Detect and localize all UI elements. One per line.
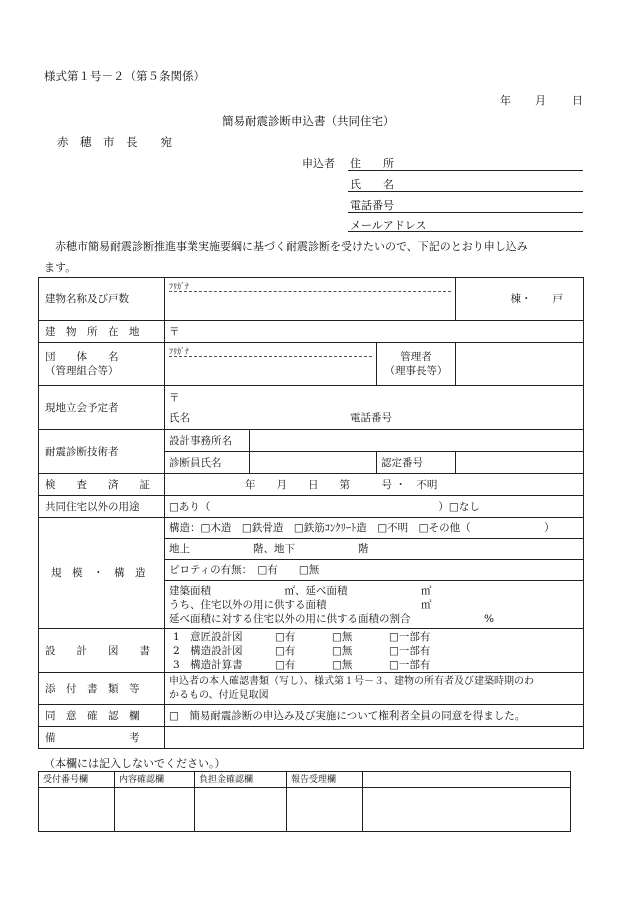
inspection-label: 検 査 済 証 bbox=[39, 474, 165, 496]
manager-label: 管理者 bbox=[400, 351, 432, 363]
engineer-label: 耐震診断技術者 bbox=[39, 430, 165, 474]
applicant-label: 申込者 bbox=[302, 157, 335, 170]
office-cell-content bbox=[115, 788, 195, 832]
office-col-reception: 受付番号欄 bbox=[39, 772, 115, 788]
applicant-address-label: 住 所 bbox=[350, 157, 394, 170]
piloti-options[interactable]: ピロティの有無： □有 □無 bbox=[169, 564, 320, 576]
applicant-name-label: 氏 名 bbox=[350, 178, 394, 191]
office-use-note: （本欄には記入しないでください。） bbox=[44, 757, 226, 770]
witness-postal: 〒 bbox=[169, 391, 180, 404]
witness-cell[interactable] bbox=[165, 386, 584, 430]
drawing-no[interactable]: □無 bbox=[332, 644, 353, 657]
other-use-no[interactable]: ）□なし bbox=[438, 500, 480, 513]
office-cell-report bbox=[287, 788, 363, 832]
floors-cell[interactable] bbox=[165, 539, 584, 560]
drawing-yes[interactable]: □有 bbox=[275, 630, 296, 643]
group-name-sublabel: （管理組合等） bbox=[45, 365, 119, 377]
group-name-cell[interactable] bbox=[165, 343, 377, 386]
cert-number-label: 認定番号 bbox=[377, 452, 456, 474]
drawing-row bbox=[173, 658, 579, 672]
applicant-email-label: メールアドレス bbox=[350, 219, 427, 232]
drawing-yes[interactable]: □有 bbox=[275, 658, 296, 671]
consent-label: 同 意 確 認 欄 bbox=[39, 705, 165, 727]
location-cell[interactable] bbox=[165, 321, 584, 343]
location-label: 建 物 所 在 地 bbox=[39, 321, 165, 343]
building-name-cell[interactable] bbox=[165, 278, 456, 321]
remarks-label: 備 考 bbox=[39, 727, 165, 749]
drawing-no[interactable]: □無 bbox=[332, 630, 353, 643]
drawing-name: 1 意匠設計図 bbox=[173, 630, 243, 643]
group-furigana-label: ﾌﾘｶﾞﾅ bbox=[169, 345, 372, 357]
office-col-report: 報告受理欄 bbox=[287, 772, 363, 788]
cert-number-cell[interactable] bbox=[456, 452, 584, 474]
attachments-line-1: 申込者の本人確認書類（写し）、様式第１号－３、建物の所有者及び建築時期のわ bbox=[169, 675, 534, 687]
name-line[interactable] bbox=[348, 191, 583, 192]
office-cell-payment bbox=[195, 788, 287, 832]
drawings-cell[interactable] bbox=[165, 629, 584, 673]
attachments-cell bbox=[165, 673, 584, 705]
consent-cell[interactable] bbox=[165, 705, 584, 727]
office-cell-blank bbox=[363, 788, 571, 832]
form-number: 様式第１号－２（第５条関係） bbox=[44, 69, 205, 83]
office-col-content: 内容確認欄 bbox=[115, 772, 195, 788]
witness-name-label: 氏名 bbox=[169, 411, 190, 424]
inspector-name-label: 診断員氏名 bbox=[165, 452, 250, 474]
drawing-partial[interactable]: □一部有 bbox=[389, 658, 431, 671]
other-use-yes[interactable]: □あり（ bbox=[169, 500, 211, 513]
inspection-cell[interactable] bbox=[165, 474, 584, 496]
witness-phone-label: 電話番号 bbox=[350, 411, 392, 424]
other-use-label: 共同住宅以外の用途 bbox=[39, 496, 165, 518]
structure-options[interactable]: 構造：□木造 □鉄骨造 □鉄筋ｺﾝｸﾘｰﾄ造 □不明 □その他（ ） bbox=[169, 522, 555, 534]
phone-line[interactable] bbox=[348, 212, 583, 213]
drawing-name: 2 構造設計図 bbox=[173, 644, 243, 657]
drawing-partial[interactable]: □一部有 bbox=[389, 644, 431, 657]
intro-line-1: 赤穂市簡易耐震診断推進事業実施要綱に基づく耐震診断を受けたいので、下記のとおり申し込み bbox=[44, 240, 528, 253]
attachments-label: 添 付 書 類 等 bbox=[39, 673, 165, 705]
drawings-label: 設 計 図 書 bbox=[39, 629, 165, 673]
office-name-cell[interactable] bbox=[250, 430, 584, 452]
inspector-name-cell[interactable] bbox=[250, 452, 377, 474]
drawing-name: 3 構造計算書 bbox=[173, 658, 243, 671]
attachments-line-2: かるもの、付近見取図 bbox=[169, 689, 269, 701]
remarks-cell[interactable] bbox=[165, 727, 584, 749]
office-col-payment: 負担金確認欄 bbox=[195, 772, 287, 788]
email-line[interactable] bbox=[348, 231, 583, 232]
units-label: 棟・ 戸 bbox=[510, 293, 564, 305]
drawing-no[interactable]: □無 bbox=[332, 658, 353, 671]
group-name-label: 団 体 名 bbox=[45, 351, 119, 363]
page-title: 簡易耐震診断申込書（共同住宅） bbox=[222, 114, 395, 128]
inspection-value: 年 月 日 第 号 ・ 不明 bbox=[245, 478, 438, 491]
area-cell[interactable] bbox=[165, 581, 584, 629]
addressee: 赤 穂 市 長 宛 bbox=[57, 135, 172, 149]
application-form-table bbox=[38, 277, 584, 749]
other-use-cell[interactable] bbox=[165, 496, 584, 518]
building-name-label: 建物名称及び戸数 bbox=[39, 278, 165, 321]
date-month: 月 bbox=[535, 94, 546, 107]
manager-cell[interactable] bbox=[456, 343, 584, 386]
drawing-row bbox=[173, 630, 579, 644]
drawing-row bbox=[173, 644, 579, 658]
drawing-partial[interactable]: □一部有 bbox=[389, 630, 431, 643]
postal-mark: 〒 bbox=[169, 325, 180, 338]
date-day: 日 bbox=[572, 94, 583, 107]
furigana-label: ﾌﾘｶﾞﾅ bbox=[169, 280, 451, 292]
consent-checkbox-text[interactable]: □ 簡易耐震診断の申込み及び実施について権利者全員の同意を得ました。 bbox=[169, 709, 526, 722]
office-col-blank bbox=[363, 772, 571, 788]
area-ratio: 延べ面積に対する住宅以外の用に供する面積の割合 % bbox=[169, 612, 494, 625]
applicant-phone-label: 電話番号 bbox=[350, 199, 394, 212]
floors-text: 地上 階、地下 階 bbox=[169, 543, 369, 555]
area-non-residential: うち、住宅以外の用に供する面積 ㎡ bbox=[169, 598, 432, 611]
office-cell-reception bbox=[39, 788, 115, 832]
manager-sublabel: （理事長等） bbox=[384, 365, 448, 377]
address-line[interactable] bbox=[348, 170, 583, 171]
units-cell[interactable] bbox=[456, 278, 584, 321]
office-use-table bbox=[38, 771, 571, 832]
date-year: 年 bbox=[500, 94, 511, 107]
office-name-label: 設計事務所名 bbox=[165, 430, 250, 452]
structure-cell[interactable] bbox=[165, 518, 584, 539]
area-building-total: 建築面積 ㎡、延べ面積 ㎡ bbox=[169, 584, 432, 597]
intro-line-2: ます。 bbox=[44, 261, 77, 274]
drawing-yes[interactable]: □有 bbox=[275, 644, 296, 657]
group-name-label-cell bbox=[39, 343, 165, 386]
witness-label: 現地立会予定者 bbox=[39, 386, 165, 430]
scale-structure-label: 規 模 ・ 構 造 bbox=[39, 518, 165, 629]
piloti-cell[interactable] bbox=[165, 560, 584, 581]
manager-label-cell bbox=[377, 343, 456, 386]
